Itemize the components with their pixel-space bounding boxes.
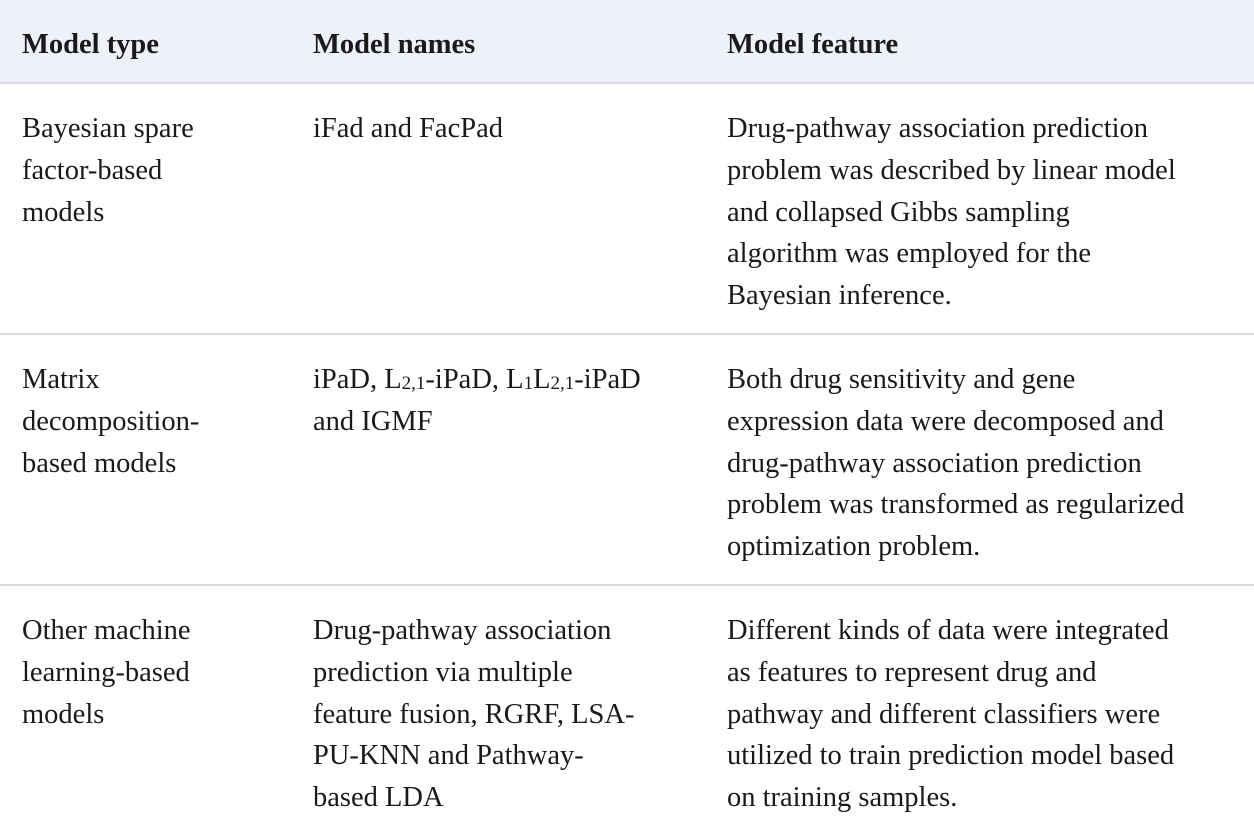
header-model-names: Model names — [313, 29, 476, 60]
table-header-row — [0, 0, 1254, 84]
header-model-type: Model type — [22, 29, 159, 60]
cell-model-type: Bayesian spare factor-based models — [22, 113, 194, 228]
cell-model-feature: Different kinds of data were integrated as features to represent drug and pathway and different classifiers were utilized to train prediction model based on training samples. — [727, 615, 1175, 814]
cell-model-type: Matrix decomposition- based models — [22, 364, 200, 479]
table-row — [0, 335, 1254, 586]
model-names-line: iPaD, $L_{2,1}$-iPaD, $L_1L_{2,1}$-iPaD — [313, 364, 641, 395]
cell-model-names: Drug-pathway association prediction via multiple feature fusion, RGRF, LSA- PU-KNN and Pathway- based LDA — [313, 615, 635, 814]
cell-model-feature: Drug-pathway association prediction problem was described by linear model and collapsed Gibbs sampling algorithm was employed for the Bayesian inference. — [727, 113, 1176, 312]
cell-model-names: iPaD, $L_{2,1}$-iPaD, $L_1L_{2,1}$-iPaD and IGMF — [313, 359, 641, 443]
cell-model-type: Other machine learning-based models — [22, 615, 191, 730]
header-model-feature: Model feature — [727, 29, 899, 60]
cell-model-feature: Both drug sensitivity and gene expression data were decomposed and drug-pathway association prediction problem was transformed as regularized optimization problem. — [727, 364, 1185, 563]
table-row — [0, 586, 1254, 835]
table-row — [0, 84, 1254, 335]
cell-model-names: iFad and FacPad — [313, 113, 503, 144]
